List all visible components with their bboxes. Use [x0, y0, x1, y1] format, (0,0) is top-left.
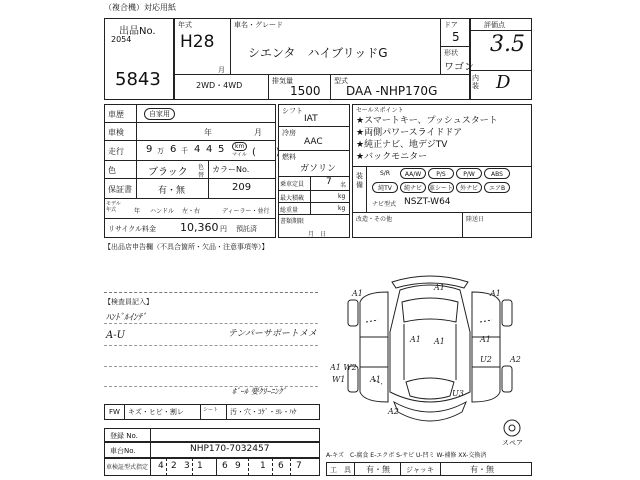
handle-value: 左・右 — [182, 208, 201, 215]
color-opt1: 色 — [198, 164, 205, 171]
equip-abs: ABS — [484, 168, 510, 179]
rear-bumper — [394, 402, 466, 421]
front-bumper — [392, 276, 468, 288]
capacity-unit: 名 — [340, 182, 347, 189]
wheel-fl — [348, 300, 358, 326]
equip-sr: S/R — [380, 170, 390, 177]
import-label: ディーラー・並行 — [222, 208, 270, 215]
inspector-note-1: A-U — [106, 330, 126, 341]
mark-right-a2: A2 — [510, 355, 521, 364]
fuel-value: ガソリン — [300, 164, 337, 174]
inspection-label: 車検 — [108, 128, 124, 137]
spare-label: スペア — [502, 439, 523, 447]
body-label: 形状 — [444, 49, 458, 57]
warranty-value: 有・無 — [158, 186, 186, 196]
grade-score: 3.5 — [490, 32, 525, 57]
model-label: 車名・グレード — [234, 21, 283, 29]
cert-d2: 3 — [184, 461, 190, 471]
mark-right-u2: U2 — [480, 355, 492, 364]
store-instruction-label: 【出品店申告欄（不具合箇所・欠品・注意事項等）】 — [104, 243, 269, 251]
handle-label: ハンドル — [150, 208, 175, 215]
mark-roof: A1 — [434, 283, 445, 292]
cert-d4: 6 — [222, 461, 228, 471]
type-label: 型式 — [334, 77, 348, 85]
selling-item-1: ★両側パワースライドドア — [356, 128, 463, 138]
fuel-label: 燃料 — [282, 153, 296, 161]
docs-label: 書類期限 — [280, 218, 305, 225]
body-value: ワゴン — [444, 62, 474, 73]
wheel-fr — [502, 300, 512, 326]
recycle-status: 預託済 — [236, 225, 257, 233]
fw-value: キズ・ヒビ・割レ — [128, 408, 184, 416]
spare-tire — [504, 420, 520, 436]
cert-d5: 9 — [235, 461, 241, 471]
interior-value: D — [496, 72, 511, 93]
chassis-value: NHP170-7032457 — [190, 444, 270, 454]
model-year-text: 年 — [134, 208, 141, 215]
displacement-value: 1500 — [290, 84, 321, 98]
inspection-year: 年 — [204, 128, 212, 137]
mark-front-right: A1 — [490, 289, 501, 298]
reg-label: 登録 No. — [110, 432, 138, 440]
mileage-label: 走行 — [108, 147, 124, 156]
mark-right-door: A1 — [480, 335, 491, 344]
mileage-d4: 4 — [194, 144, 201, 155]
mileage-d6: 5 — [218, 144, 225, 155]
arrival-label: 陸送日 — [466, 216, 485, 223]
jack-value: 有・無 — [470, 465, 494, 474]
mark-front-left: A1 — [352, 289, 363, 298]
month-suffix: 月 — [218, 66, 225, 74]
inspection-month: 月 — [254, 128, 262, 137]
usage-value: 自家用 — [144, 108, 175, 120]
recycle-label: リサイクル料金 — [108, 225, 157, 233]
gross-label: 総重量 — [280, 207, 299, 214]
selling-item-2: ★純正ナビ、地デジTV — [356, 140, 448, 150]
wheel-rr — [502, 366, 512, 392]
lot-box — [104, 18, 174, 100]
mileage-d5: 4 — [206, 144, 213, 155]
inspector-note-0: ﾊﾝﾄﾞﾙｲﾝﾃﾞ — [106, 313, 147, 323]
shift-label: シフト — [282, 107, 303, 115]
docs-unit: 月 日 — [308, 231, 327, 238]
navi-value: NSZT-W64 — [404, 197, 451, 207]
mileage-paren: ( ) — [252, 147, 280, 158]
equip-pw: P/W — [456, 168, 482, 179]
selling-item-3: ★バックモニター — [356, 152, 428, 162]
lot-label: 出品No. — [119, 26, 156, 37]
inspector-note-2: テンパーサポートメメ — [228, 329, 317, 339]
selling-item-0: ★スマートキー、プッシュスタート — [356, 116, 498, 126]
selling-title: セールスポイント — [356, 107, 404, 114]
equip-tv: 純TV — [372, 182, 398, 193]
doors-value: 5 — [452, 30, 460, 44]
inspector-label: 【検査員記入】 — [104, 298, 153, 306]
mark-left-w1: W1 — [332, 375, 346, 384]
capacity-label: 乗車定員 — [280, 181, 305, 188]
cert-d7: 6 — [278, 461, 284, 471]
cert-d3: 1 — [197, 461, 203, 471]
mark-left-rear: A1 — [370, 375, 381, 384]
cert-d8: 7 — [296, 461, 302, 471]
year-value: H28 — [180, 32, 215, 52]
right-side — [472, 292, 500, 402]
displacement-label: 排気量 — [272, 77, 293, 85]
seat-value: 汚・穴・ｺｹﾞ・ﾖﾚ・ﾊｹ — [230, 408, 297, 416]
cert-d0: 4 — [158, 461, 164, 471]
chassis-label: 車台No. — [110, 447, 136, 455]
left-side — [360, 292, 388, 402]
mileage-d1: 万 — [157, 147, 164, 155]
model-year-label: モデル年式 — [106, 201, 121, 213]
fw-label: FW — [109, 408, 120, 416]
color-value: ブラック — [148, 167, 188, 178]
mark-rear-a2: A2 — [388, 407, 399, 416]
equip-ext-navi: 外ナビ — [456, 182, 482, 193]
equipment-label: 装備 — [356, 172, 363, 189]
tools-value: 有・無 — [366, 465, 390, 474]
doors-label: ドア — [444, 21, 458, 29]
navi-label: ナビ型式 — [372, 201, 397, 208]
car-damage-diagram — [330, 262, 530, 442]
equip-ps: P/S — [428, 168, 454, 179]
mark-center: A1 — [434, 337, 445, 346]
shift-value: IAT — [304, 114, 318, 124]
recycle-value: 10,360 — [180, 221, 219, 234]
usage-label: 車歴 — [108, 110, 124, 119]
lot-sub: 2054 — [111, 35, 132, 44]
mark-rear-u3: U3 — [452, 389, 464, 398]
cert-d6: 1 — [260, 461, 266, 471]
mark-left-a1w2: A1 W2 — [330, 363, 357, 372]
form-note: （複合機）対応用紙 — [104, 3, 176, 12]
mileage-unit-mile: マイル — [232, 152, 247, 158]
equip-leather: 革シート — [428, 182, 454, 193]
interior-label: 内装 — [472, 74, 479, 90]
rear-window — [406, 378, 454, 399]
color-no-label: カラーNo. — [212, 165, 250, 174]
recycle-unit: 円 — [220, 225, 227, 233]
mark-center-left: A1 — [410, 335, 421, 344]
jack-label: ジャッキ — [406, 466, 434, 474]
mileage-d3: 千 — [181, 147, 188, 155]
color-no-value: 209 — [232, 182, 252, 193]
type-value: DAA -NHP170G — [346, 84, 438, 98]
equip-aaw: AA/W — [400, 168, 426, 179]
drive-text: 2WD・4WD — [196, 81, 243, 90]
max-load-unit: kg — [338, 193, 346, 200]
mileage-d0: 9 — [146, 144, 153, 155]
lot-number: 5843 — [115, 69, 161, 90]
cert-label: 車検証型式指定 — [106, 464, 149, 471]
cooler-label: 冷房 — [282, 129, 296, 137]
mileage-unit-km: km — [232, 142, 247, 151]
gross-unit: kg — [338, 205, 346, 212]
notes-label: 改造・その他 — [356, 216, 393, 223]
tools-label: 工 具 — [330, 466, 351, 474]
equip-navi: 純ナビ — [400, 182, 426, 193]
model-value: シエンタ ハイブリッドG — [248, 46, 388, 60]
mileage-d2: 6 — [170, 144, 177, 155]
legend-line1: A-キズ C-腐食 E-エクボ S-サビ U-凹ミ W-補修 XX-交換済 — [326, 452, 487, 459]
year-label: 年式 — [178, 21, 192, 29]
equip-airbag: エアB — [484, 182, 510, 193]
seat-label: シート — [203, 407, 219, 413]
cert-d1: 2 — [171, 461, 177, 471]
cooler-value: AAC — [304, 137, 323, 147]
warranty-label: 保証書 — [108, 185, 132, 194]
max-load-label: 最大積載 — [280, 195, 305, 202]
windshield — [402, 298, 458, 322]
grade-title: 評価点 — [484, 21, 505, 29]
inspector-note-3: ﾎﾞｰﾙ 要ｸﾘｰﾆﾝｸﾞ — [232, 387, 287, 396]
color-label: 色 — [108, 166, 116, 175]
capacity-value: 7 — [326, 177, 332, 187]
color-opt2: 替 — [198, 172, 205, 179]
